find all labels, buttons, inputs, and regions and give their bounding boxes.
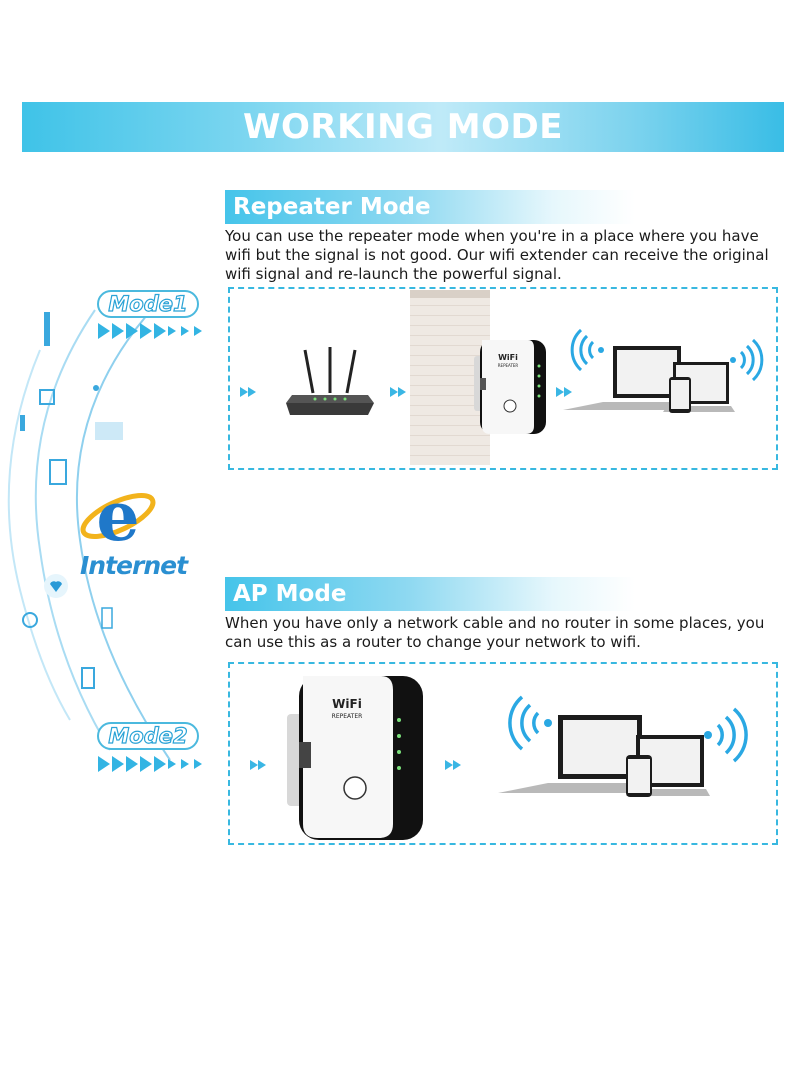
arrow-icon [390,387,406,397]
mode1-text: Mode1 [108,292,188,316]
svg-text:e: e [96,478,140,556]
ap-mode-heading: AP Mode [233,581,347,607]
device-icon [44,312,50,346]
phone-icon [82,668,94,688]
page-title: WORKING MODE [243,107,563,147]
repeater-mode-heading-bar [225,190,635,224]
extender-brand: WiFi [498,353,518,362]
battery-icon [95,422,123,440]
phone-icon [669,377,691,413]
repeater-mode-description [225,227,785,284]
working-mode-banner [22,102,784,152]
extender-brand: WiFi [332,697,362,711]
devices-group [563,322,768,422]
internet-explorer-icon [78,478,160,556]
mode2-arrows [98,756,207,772]
mode1-arrows [98,323,207,339]
mode1-label [97,290,199,318]
router-icon [280,345,380,420]
extender-model: REPEATER [331,713,363,720]
wifi-signal-icon [510,697,552,749]
tablet-icon [50,460,66,484]
ap-mode-description [225,614,785,652]
internet-label: Internet [80,551,188,580]
extender-icon [472,338,548,436]
mode2-label [97,722,199,750]
repeater-desc-line-3: wifi signal and re-launch the powerful signal. [225,265,562,283]
repeater-desc-line-2: wifi but the signal is not good. Our wifi extender can receive the original [225,246,769,264]
ap-mode-heading-bar [225,577,635,611]
extender-icon [285,672,425,844]
wall-top [410,290,490,298]
arrow-icon [250,760,266,770]
repeater-mode-heading: Repeater Mode [233,194,431,220]
extender-model: REPEATER [497,363,519,368]
repeater-desc-line-1: You can use the repeater mode when you're in a place where you have [225,227,759,245]
devices-group [498,685,748,805]
ap-desc-line-1: When you have only a network cable and no router in some places, you [225,614,765,632]
signal-icon [102,608,112,628]
arrow-icon [445,760,461,770]
wifi-signal-icon [572,330,604,370]
wifi-signal-icon [730,340,762,380]
arrow-icon [240,387,256,397]
wifi-signal-icon [704,709,746,761]
mode2-text: Mode2 [108,724,188,748]
ap-desc-line-2: can use this as a router to change your network to wifi. [225,633,641,651]
phone-icon [626,755,652,797]
